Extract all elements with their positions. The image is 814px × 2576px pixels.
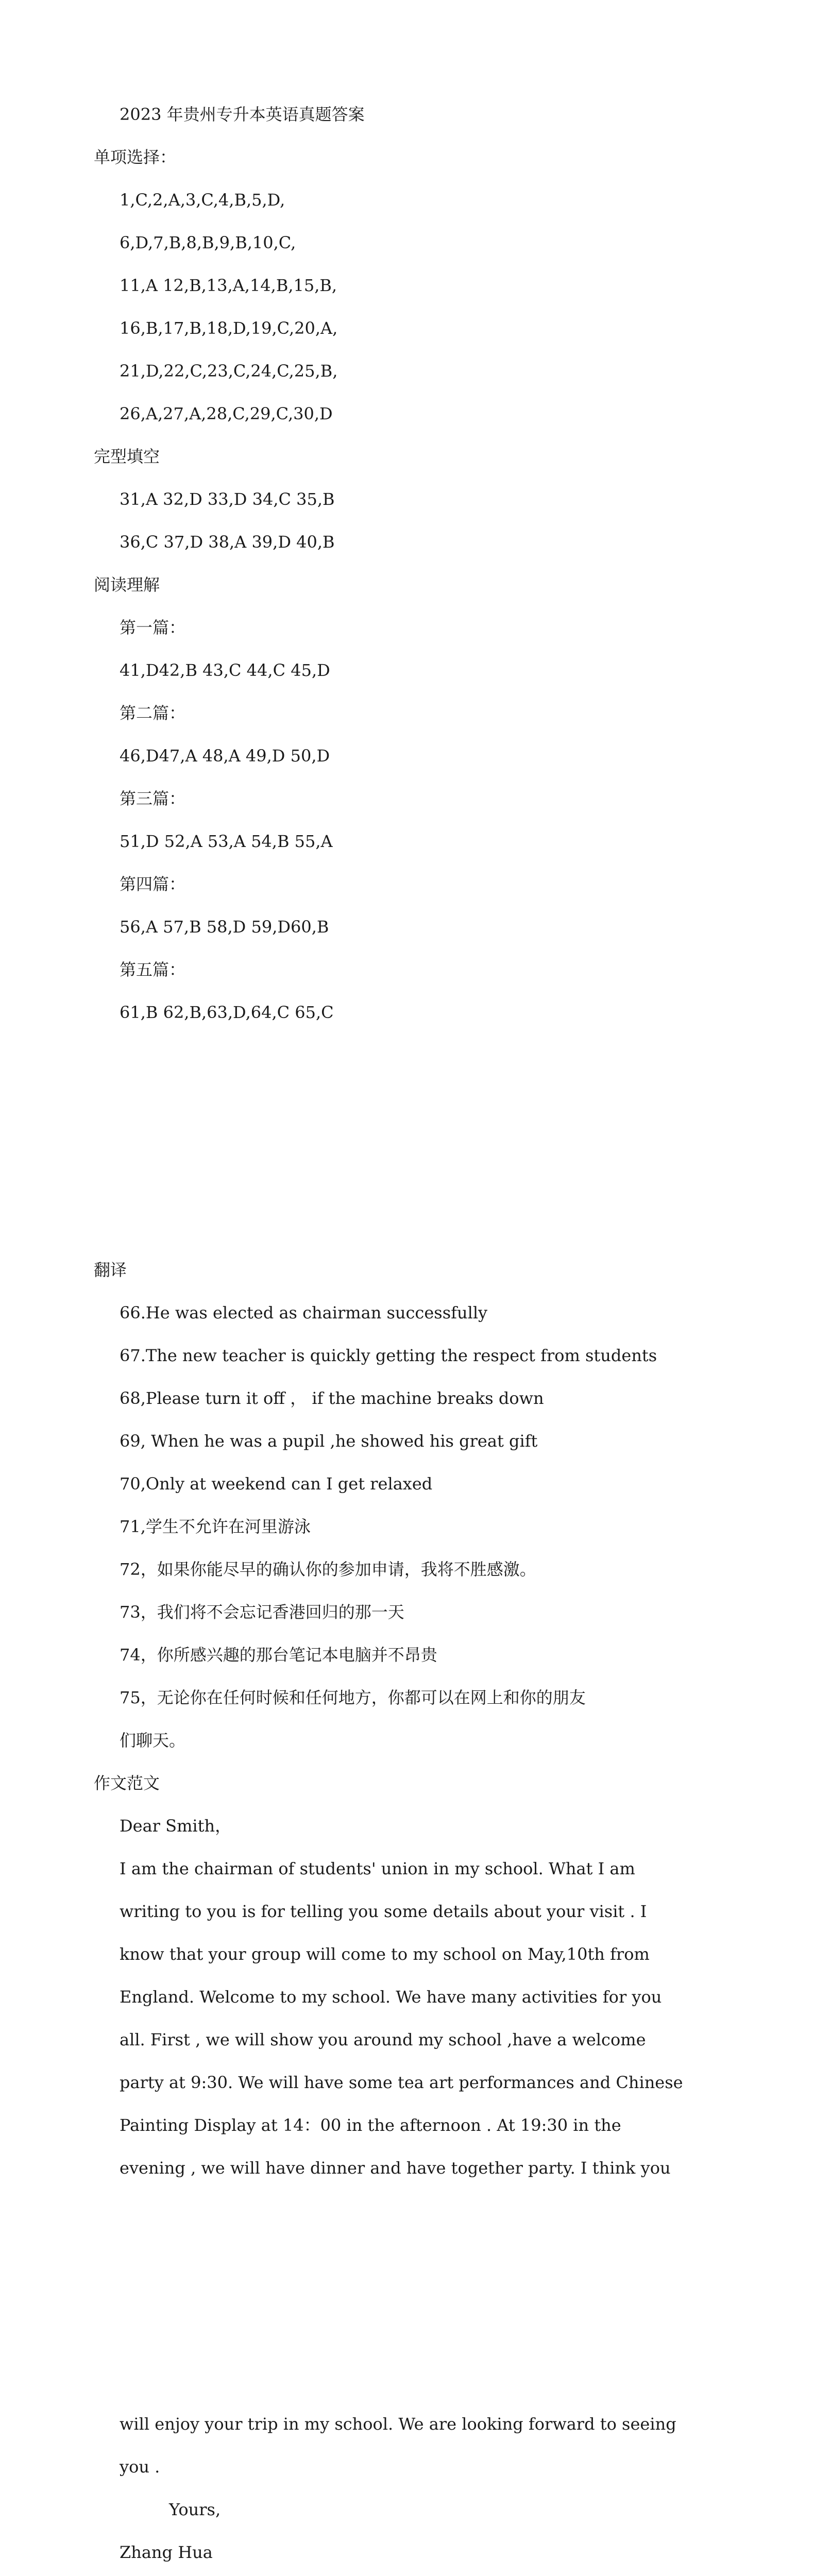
section-heading-reading: 阅读理解 [94,575,160,595]
translation-line: 70,Only at weekend can I get relaxed [120,1474,433,1494]
passage-label: 第五篇： [120,960,186,979]
answer-line: 46,D47,A 48,A 49,D 50,D [120,746,330,766]
answer-line: 6,D,7,B,8,B,9,B,10,C, [120,233,296,252]
passage-label: 第二篇： [120,703,186,723]
answer-line: 41,D42,B 43,C 44,C 45,D [120,660,330,680]
essay-closing: Yours, [169,2500,221,2519]
essay-line: you . [120,2457,160,2477]
translation-line: 67.The new teacher is quickly getting the respect from students [120,1346,657,1365]
translation-line: 68,Please turn it off ， if the machine breaks down [120,1388,544,1408]
passage-label: 第三篇： [120,789,186,808]
answer-line: 1,C,2,A,3,C,4,B,5,D, [120,190,285,210]
essay-line: writing to you is for telling you some details about your visit . I [120,1902,647,1921]
essay-line: I am the chairman of students' union in my school. What I am [120,1859,635,1878]
essay-line: evening , we will have dinner and have together party. I think you [120,2158,671,2178]
answer-line: 36,C 37,D 38,A 39,D 40,B [120,532,335,552]
answer-line: 16,B,17,B,18,D,19,C,20,A, [120,318,338,338]
essay-line: England. Welcome to my school. We have many activities for you [120,1987,662,2007]
translation-line: 73，我们将不会忘记香港回归的那一天 [120,1602,404,1622]
section-heading-single-choice: 单项选择： [94,147,177,167]
translation-line: 69, When he was a pupil ,he showed his great gift [120,1431,538,1451]
essay-salutation: Dear Smith， [120,1816,232,1836]
passage-label: 第四篇： [120,874,186,894]
essay-line: Painting Display at 14：00 in the afternoon . At 19:30 in the [120,2115,621,2135]
translation-line: 们聊天。 [120,1731,186,1750]
translation-line: 72，如果你能尽早的确认你的参加申请，我将不胜感激。 [120,1560,536,1579]
passage-label: 第一篇： [120,618,186,637]
answer-line: 56,A 57,B 58,D 59,D60,B [120,917,329,937]
essay-signature: Zhang Hua [120,2543,213,2562]
essay-line: party at 9:30. We will have some tea art performances and Chinese [120,2073,683,2092]
essay-line: will enjoy your trip in my school. We are looking forward to seeing [120,2414,676,2434]
document-title: 2023 年贵州专升本英语真题答案 [120,105,365,124]
translation-line: 71,学生不允许在河里游泳 [120,1517,311,1536]
translation-line: 66.He was elected as chairman successfully [120,1303,488,1323]
essay-line: all. First , we will show you around my school ,have a welcome [120,2030,646,2049]
section-heading-cloze: 完型填空 [94,447,160,466]
answer-line: 51,D 52,A 53,A 54,B 55,A [120,832,333,851]
answer-line: 11,A 12,B,13,A,14,B,15,B, [120,276,337,295]
section-heading-essay: 作文范文 [94,1773,160,1793]
translation-line: 75，无论你在任何时候和任何地方，你都可以在网上和你的朋友 [120,1688,586,1707]
section-heading-translation: 翻译 [94,1260,127,1280]
answer-line: 26,A,27,A,28,C,29,C,30,D [120,404,333,423]
answer-line: 21,D,22,C,23,C,24,C,25,B, [120,361,338,381]
essay-line: know that your group will come to my school on May,10th from [120,1944,650,1964]
answer-line: 31,A 32,D 33,D 34,C 35,B [120,489,335,509]
translation-line: 74，你所感兴趣的那台笔记本电脑并不昂贵 [120,1645,437,1665]
answer-line: 61,B 62,B,63,D,64,C 65,C [120,1003,334,1022]
